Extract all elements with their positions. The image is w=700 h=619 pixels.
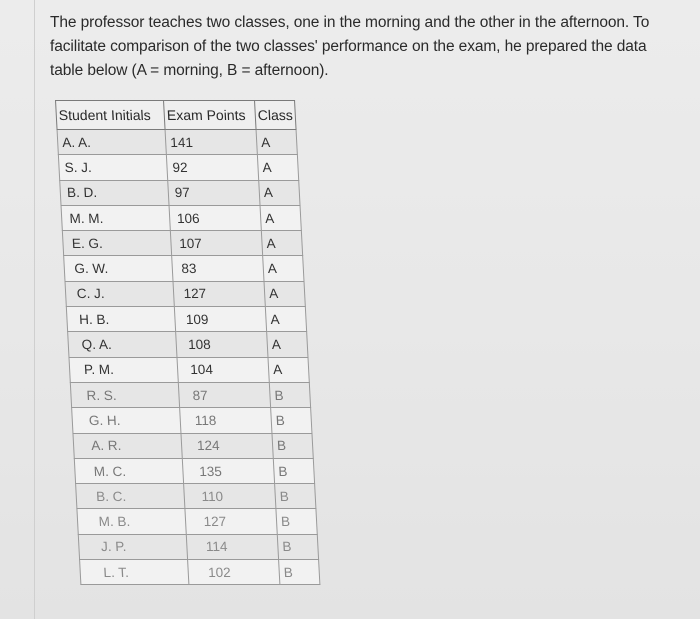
table-row	[77, 509, 317, 534]
student-initials-cell: Q. A.	[68, 332, 177, 357]
class-cell: B	[279, 560, 320, 585]
table-row	[74, 458, 314, 483]
student-initials-cell: C. J.	[65, 281, 174, 306]
student-initials-cell: G. W.	[64, 256, 173, 281]
student-initials-cell: M. M.	[61, 205, 170, 230]
exam-points-cell: 124	[181, 433, 273, 458]
class-cell: B	[276, 509, 317, 534]
exam-data-table	[55, 100, 320, 585]
class-cell: A	[257, 155, 298, 180]
question-line-3: table below (A = morning, B = afternoon).	[50, 62, 329, 79]
data-table-container	[55, 100, 320, 585]
table-row	[61, 205, 301, 230]
exam-points-cell: 107	[170, 231, 262, 256]
header-exam-points: Exam Points	[164, 101, 256, 130]
exam-points-cell: 109	[174, 307, 266, 332]
student-initials-cell: B. C.	[76, 484, 185, 509]
table-row	[69, 357, 309, 382]
student-initials-cell: G. H.	[72, 408, 181, 433]
class-cell: A	[261, 231, 302, 256]
class-cell: B	[269, 382, 310, 407]
student-initials-cell: A. A.	[57, 130, 166, 155]
table-row	[78, 534, 318, 559]
exam-points-cell: 135	[182, 458, 274, 483]
table-row	[58, 155, 298, 180]
student-initials-cell: S. J.	[58, 155, 167, 180]
question-text	[50, 11, 690, 83]
table-row	[80, 560, 320, 585]
class-cell: A	[268, 357, 309, 382]
class-cell: B	[271, 408, 312, 433]
exam-points-cell: 83	[172, 256, 264, 281]
table-row	[68, 332, 308, 357]
exam-points-cell: 110	[184, 484, 276, 509]
class-cell: A	[267, 332, 308, 357]
table-row	[57, 130, 297, 155]
table-row	[66, 307, 306, 332]
exam-points-cell: 127	[185, 509, 277, 534]
class-cell: B	[273, 458, 314, 483]
student-initials-cell: P. M.	[69, 357, 178, 382]
student-initials-cell: M. C.	[74, 458, 183, 483]
class-cell: A	[256, 130, 297, 155]
student-initials-cell: R. S.	[70, 382, 179, 407]
exam-points-cell: 102	[188, 560, 280, 585]
exam-points-cell: 87	[178, 382, 270, 407]
class-cell: A	[260, 205, 301, 230]
student-initials-cell: J. P.	[78, 534, 187, 559]
table-row	[64, 256, 304, 281]
class-cell: B	[275, 484, 316, 509]
table-row	[62, 231, 302, 256]
class-cell: A	[263, 256, 304, 281]
exam-points-cell: 104	[177, 357, 269, 382]
class-cell: A	[264, 281, 305, 306]
student-initials-cell: L. T.	[80, 560, 189, 585]
student-initials-cell: E. G.	[62, 231, 171, 256]
table-body	[57, 130, 320, 585]
table-row	[65, 281, 305, 306]
student-initials-cell: B. D.	[60, 180, 169, 205]
class-cell: B	[272, 433, 313, 458]
question-line-1: The professor teaches two classes, one in the morning and the other in the afternoon. To	[50, 14, 650, 31]
student-initials-cell: H. B.	[66, 307, 175, 332]
exam-points-cell: 97	[168, 180, 260, 205]
exam-points-cell: 114	[186, 534, 278, 559]
class-cell: B	[277, 534, 318, 559]
table-row	[76, 484, 316, 509]
table-header-row	[56, 101, 297, 130]
table-row	[73, 433, 313, 458]
exam-points-cell: 108	[176, 332, 268, 357]
class-cell: A	[265, 307, 306, 332]
exam-points-cell: 118	[180, 408, 272, 433]
header-student-initials: Student Initials	[56, 101, 166, 130]
header-class: Class	[254, 101, 296, 130]
table-row	[60, 180, 300, 205]
student-initials-cell: M. B.	[77, 509, 186, 534]
exam-points-cell: 106	[169, 205, 261, 230]
exam-points-cell: 92	[166, 155, 258, 180]
class-cell: A	[259, 180, 300, 205]
exam-points-cell: 127	[173, 281, 265, 306]
exam-points-cell: 141	[165, 130, 257, 155]
table-row	[72, 408, 312, 433]
question-line-2: facilitate comparison of the two classes' performance on the exam, he prepared the data	[50, 38, 647, 55]
table-row	[70, 382, 310, 407]
student-initials-cell: A. R.	[73, 433, 182, 458]
